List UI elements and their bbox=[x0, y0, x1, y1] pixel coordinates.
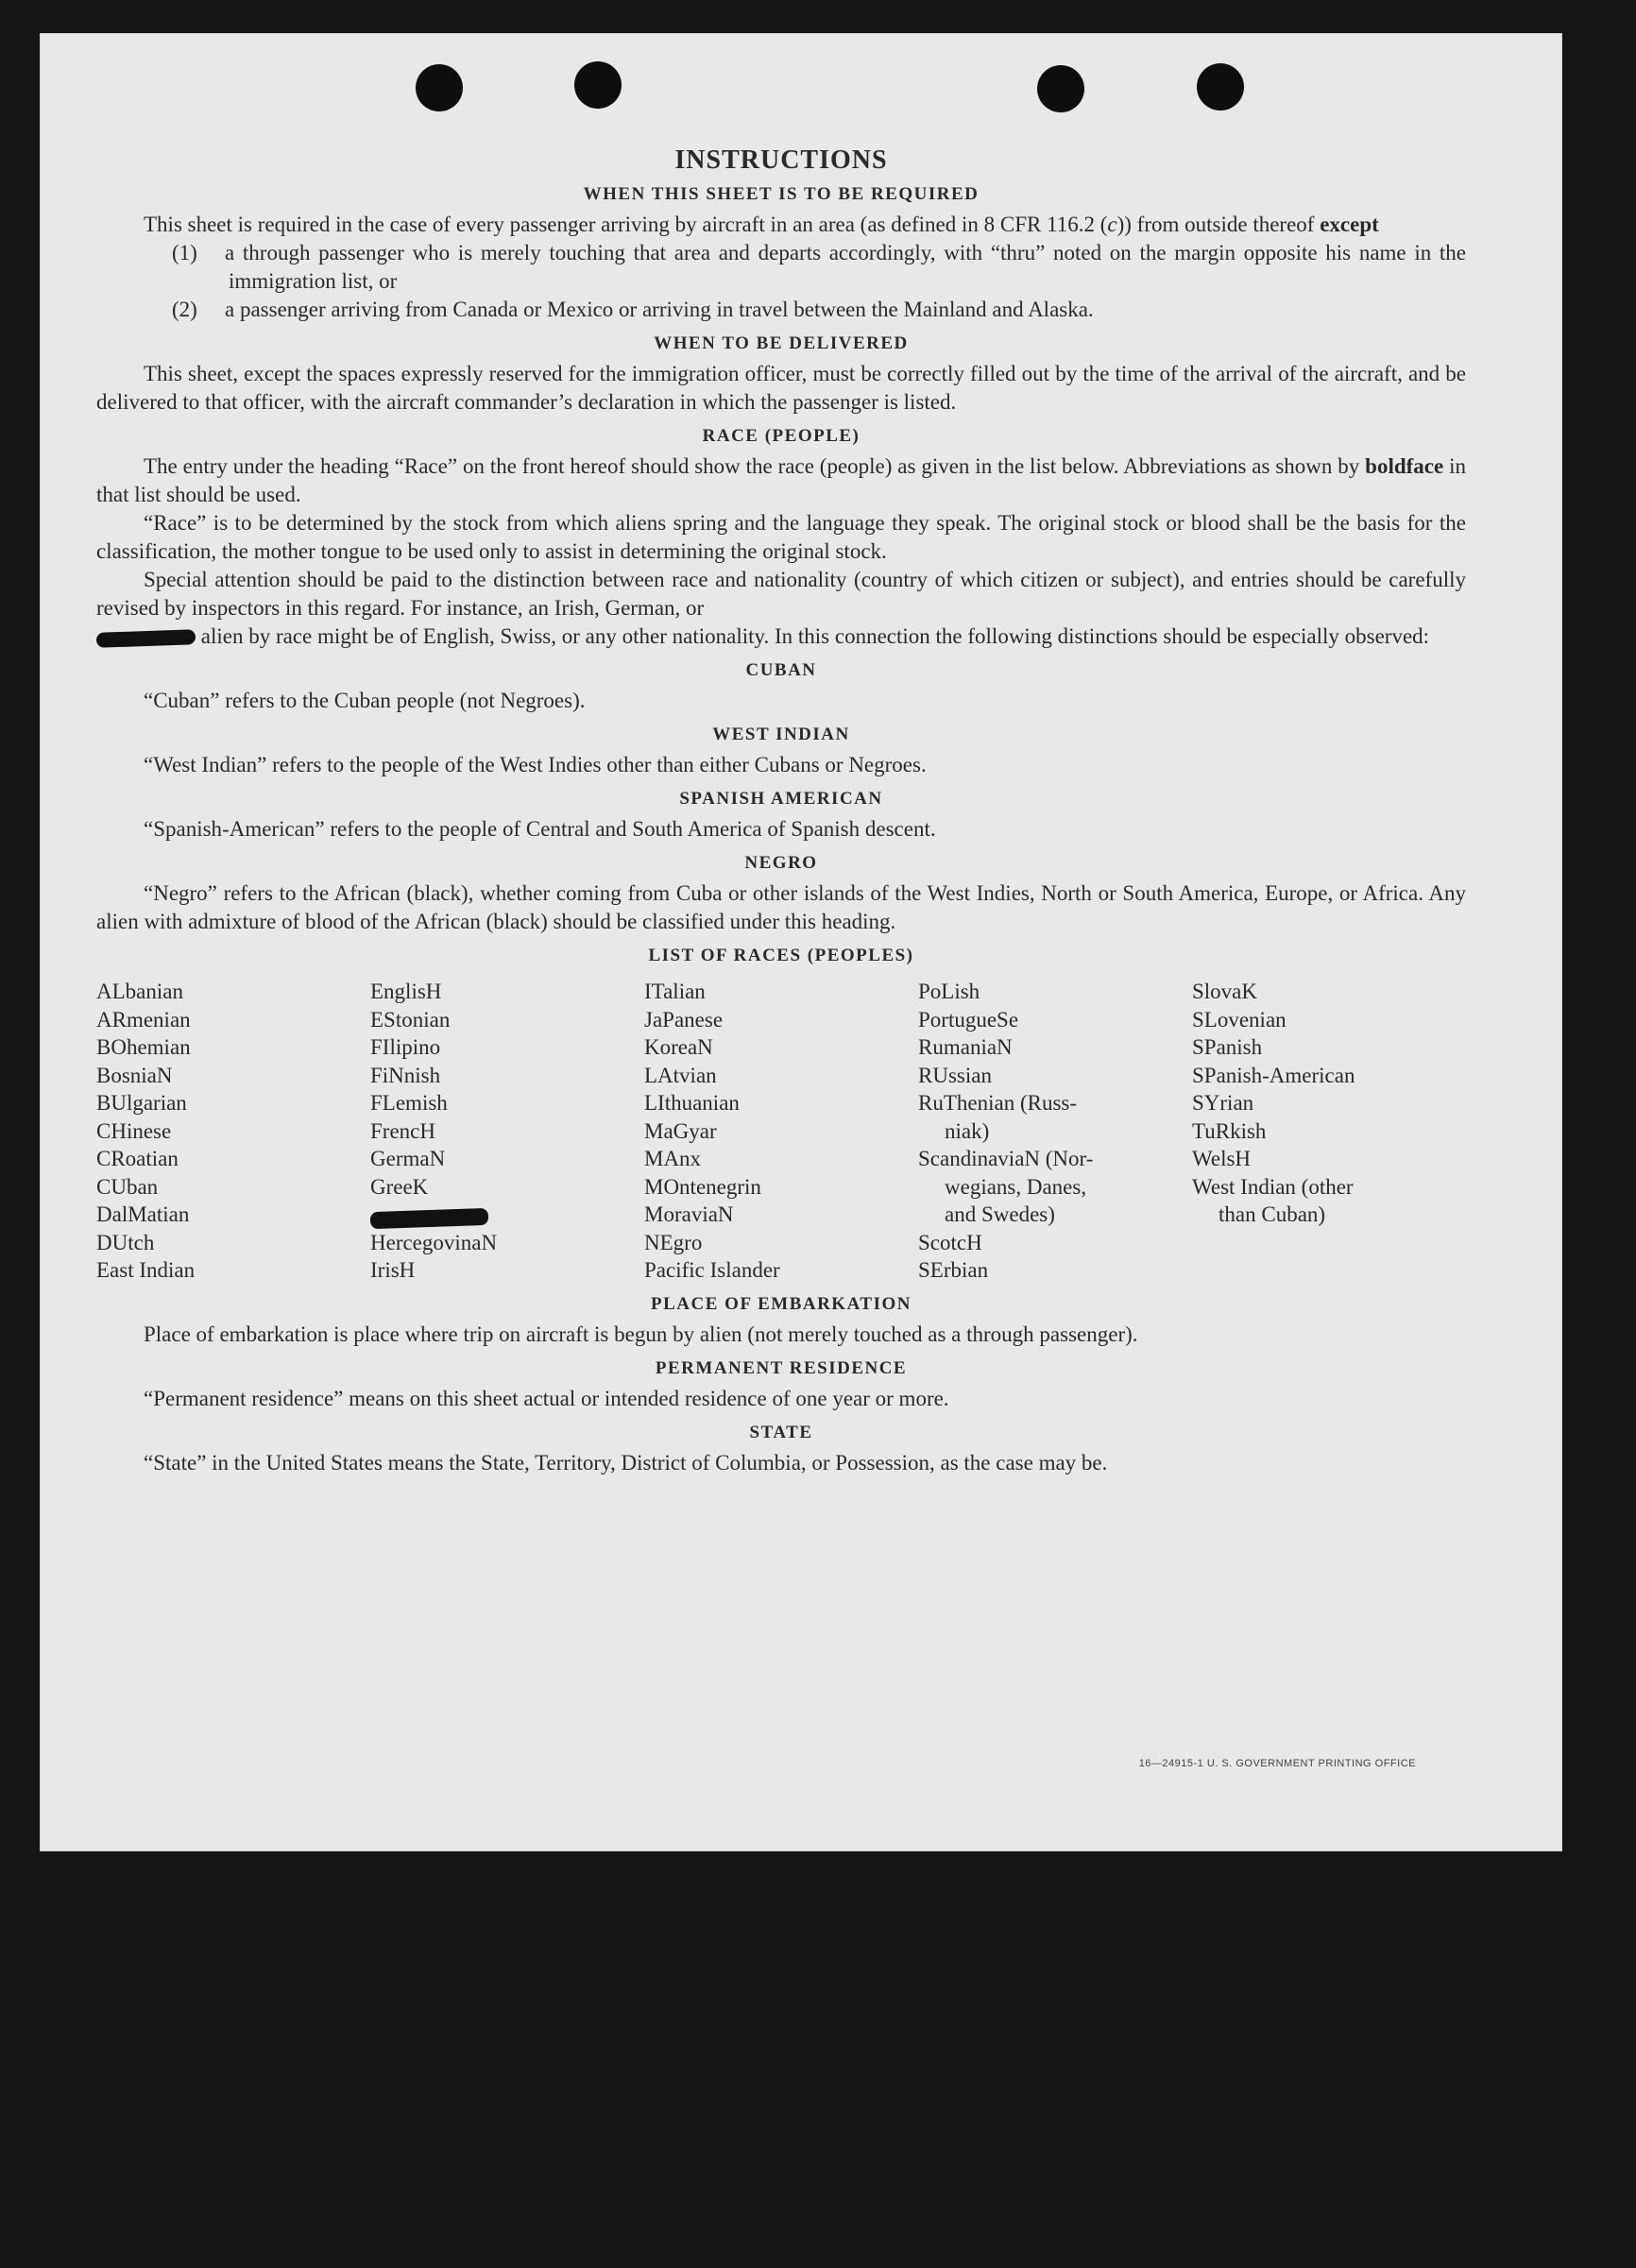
race-entry: DUtch bbox=[96, 1230, 155, 1254]
race-entry: CUban bbox=[96, 1174, 159, 1199]
section-heading: SPANISH AMERICAN bbox=[679, 789, 883, 809]
race-entry: SlovaK bbox=[1192, 980, 1257, 1003]
race-entry: PortugueSe bbox=[918, 1007, 1019, 1032]
race-paragraph-3: Special attention should be paid to the distinction between race and nationality (country of which citizen or subject), and entries should be carefully revised by inspectors in this regard. For instance, an Irish, German, or alien by race might be of English, Swiss, or any other nationality. In this connection the following distinctions should be especially observed: bbox=[96, 568, 1466, 648]
section-heading: LIST OF RACES (PEOPLES) bbox=[648, 946, 914, 965]
race-entry: MaGyar bbox=[644, 1118, 717, 1143]
race-entry: BUlgarian bbox=[96, 1091, 187, 1115]
races-list bbox=[96, 978, 1466, 1285]
races-column-1 bbox=[96, 978, 370, 1285]
races-column-5 bbox=[1192, 978, 1466, 1285]
race-entry-continued: than Cuban) bbox=[1218, 1202, 1326, 1226]
race-entry: FrencH bbox=[370, 1118, 435, 1143]
race-entry: WelsH bbox=[1192, 1147, 1252, 1170]
race-entry: JaPanese bbox=[644, 1007, 724, 1032]
section-heading: WHEN THIS SHEET IS TO BE REQUIRED bbox=[583, 184, 980, 204]
race-entry: FIlipino bbox=[370, 1035, 441, 1059]
race-entry: ITalian bbox=[644, 980, 706, 1003]
instructions-body bbox=[96, 146, 1466, 1477]
negro-text: “Negro” refers to the African (black), whether coming from Cuba or other islands of the West Indies, North or South America, Europe, or Africa. Any alien with admixture of blood of the African (black) should be classified under this heading. bbox=[96, 881, 1466, 933]
race-entry: RuThenian (Russ- bbox=[918, 1091, 1078, 1115]
race-entry: FLemish bbox=[370, 1091, 448, 1115]
cuban-text: “Cuban” refers to the Cuban people (not Negroes). bbox=[144, 689, 586, 712]
required-item-2: (2) a passenger arriving from Canada or Mexico or arriving in travel between the Mainland and Alaska. bbox=[172, 298, 1094, 321]
spanish-american-text: “Spanish-American” refers to the people of Central and South America of Spanish descent. bbox=[144, 817, 936, 841]
section-heading: WHEN TO BE DELIVERED bbox=[654, 333, 909, 353]
punch-hole bbox=[1197, 63, 1244, 111]
race-entry: MOntenegrin bbox=[644, 1174, 761, 1199]
punch-hole bbox=[416, 64, 463, 111]
race-entry: Pacific Islander bbox=[644, 1258, 780, 1282]
required-item-1: (1) a through passenger who is merely touching that area and departs accordingly, with “thru” noted on the margin opposite his name in the immigration list, or bbox=[172, 241, 1466, 293]
race-entry-continued: and Swedes) bbox=[945, 1202, 1055, 1226]
race-entry: KoreaN bbox=[644, 1035, 713, 1059]
race-entry: West Indian (other bbox=[1192, 1174, 1354, 1199]
section-heading: NEGRO bbox=[744, 853, 818, 873]
race-entry: SPanish bbox=[1192, 1035, 1263, 1059]
race-paragraph-2: “Race” is to be determined by the stock from which aliens spring and the language they speak. The original stock or blood shall be the basis for the classification, the mother tongue to be used only to assist in determining the original stock. bbox=[96, 511, 1466, 563]
state-text: “State” in the United States means the State, Territory, District of Columbia, or Possession, as the case may be. bbox=[144, 1450, 1108, 1475]
race-entry: SLovenian bbox=[1192, 1007, 1287, 1032]
race-entry: CRoatian bbox=[96, 1147, 179, 1170]
race-entry-continued: wegians, Danes, bbox=[945, 1174, 1087, 1199]
document-sheet bbox=[40, 33, 1562, 1851]
race-entry: MAnx bbox=[644, 1147, 702, 1170]
punch-hole bbox=[1037, 65, 1084, 112]
race-entry: GreeK bbox=[370, 1174, 429, 1199]
punch-hole bbox=[574, 61, 622, 109]
race-entry: BOhemian bbox=[96, 1035, 191, 1059]
races-column-4 bbox=[918, 978, 1192, 1285]
race-entry: NEgro bbox=[644, 1230, 703, 1254]
race-entry: SErbian bbox=[918, 1258, 989, 1282]
redaction-mark bbox=[370, 1208, 489, 1229]
race-entry: PoLish bbox=[918, 980, 980, 1003]
section-heading: WEST INDIAN bbox=[712, 725, 850, 744]
race-entry: EStonian bbox=[370, 1007, 451, 1032]
race-entry: HercegovinaN bbox=[370, 1230, 498, 1254]
race-entry-continued: niak) bbox=[945, 1118, 990, 1143]
race-paragraph-1: The entry under the heading “Race” on the front hereof should show the race (people) as given in the list below. Abbreviations as shown by boldface in that list should be used. bbox=[96, 454, 1467, 506]
races-column-3 bbox=[644, 978, 918, 1285]
race-entry: TuRkish bbox=[1192, 1118, 1267, 1143]
section-heading: PERMANENT RESIDENCE bbox=[655, 1357, 908, 1378]
race-entry: ALbanian bbox=[96, 980, 183, 1003]
west-indian-text: “West Indian” refers to the people of the West Indies other than either Cubans or Negroes. bbox=[144, 753, 927, 776]
race-entry: SYrian bbox=[1192, 1091, 1254, 1115]
race-entry: SPanish-American bbox=[1192, 1063, 1355, 1087]
section-heading: PLACE OF EMBARKATION bbox=[651, 1293, 912, 1314]
race-entry: ScandinaviaN (Nor- bbox=[918, 1147, 1094, 1170]
race-entry: RumaniaN bbox=[918, 1035, 1013, 1059]
race-entry: MoraviaN bbox=[644, 1202, 734, 1226]
page-title: INSTRUCTIONS bbox=[674, 145, 888, 175]
residence-text: “Permanent residence” means on this sheet actual or intended residence of one year or more. bbox=[144, 1386, 949, 1410]
race-entry: GermaN bbox=[370, 1147, 446, 1170]
race-entry: ARmenian bbox=[96, 1007, 191, 1032]
delivered-text: This sheet, except the spaces expressly reserved for the immigration officer, must be correctly filled out by the time of the arrival of the aircraft, and be delivered to that officer, with the aircraft commander’s declaration in which the passenger is listed. bbox=[96, 362, 1466, 414]
race-entry: LIthuanian bbox=[644, 1091, 740, 1115]
race-entry: CHinese bbox=[96, 1118, 172, 1143]
section-heading: RACE (PEOPLE) bbox=[702, 426, 861, 446]
race-entry: IrisH bbox=[370, 1258, 416, 1282]
embarkation-text: Place of embarkation is place where trip on aircraft is begun by alien (not merely touched as a through passenger). bbox=[144, 1322, 1138, 1346]
race-entry: East Indian bbox=[96, 1258, 196, 1282]
section-heading: CUBAN bbox=[745, 660, 817, 680]
race-entry: DalMatian bbox=[96, 1202, 190, 1226]
race-entry: BosniaN bbox=[96, 1063, 173, 1087]
redaction-mark bbox=[96, 629, 196, 648]
section-heading: STATE bbox=[749, 1422, 813, 1442]
race-entry: ScotcH bbox=[918, 1230, 982, 1254]
race-entry: EnglisH bbox=[370, 980, 442, 1003]
race-entry: RUssian bbox=[918, 1063, 992, 1087]
race-entry: LAtvian bbox=[644, 1063, 717, 1087]
printing-office-reference: 16—24915-1 U. S. GOVERNMENT PRINTING OFFICE bbox=[1138, 1758, 1416, 1769]
races-column-2 bbox=[370, 978, 644, 1285]
required-intro: This sheet is required in the case of every passenger arriving by aircraft in an area (as defined in 8 CFR 116.2 (c)) from outside thereof except bbox=[144, 213, 1379, 236]
race-entry: FiNnish bbox=[370, 1063, 441, 1087]
redacted-entry bbox=[370, 1201, 644, 1229]
